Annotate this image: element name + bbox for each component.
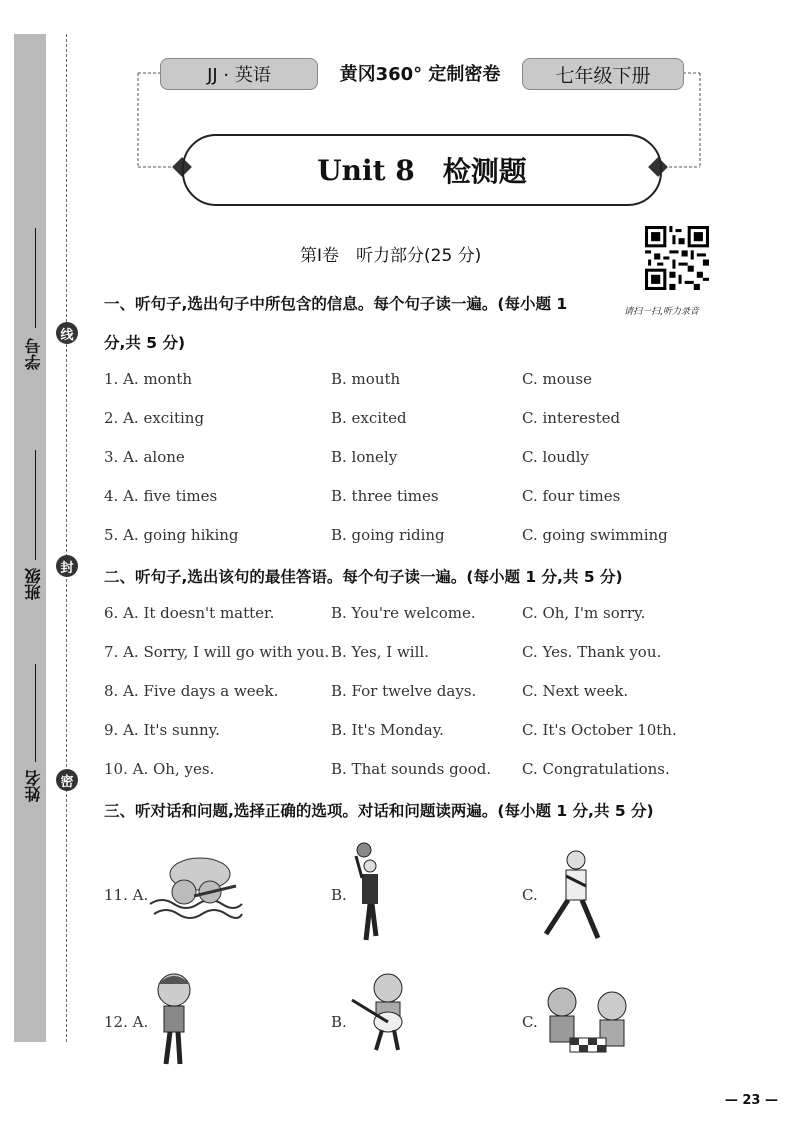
- option-c: C. Yes. Thank you.: [522, 643, 662, 661]
- option-b: B. three times: [331, 487, 439, 505]
- option-c: C.: [522, 886, 538, 904]
- option-c: C. loudly: [522, 448, 589, 466]
- seal-circle-seal: 封: [56, 555, 78, 577]
- option-a: 1. A. month: [104, 370, 193, 388]
- student-id-line: [35, 228, 36, 328]
- name-line: [35, 664, 36, 762]
- option-b: B.: [331, 1013, 347, 1031]
- option-a: 10. A. Oh, yes.: [104, 760, 215, 778]
- class-label: 班级: [24, 568, 43, 600]
- name-label: 姓名: [24, 770, 43, 802]
- seal-circle-line: 线: [56, 322, 78, 344]
- option-b: B. going riding: [331, 526, 445, 544]
- option-c: C. going swimming: [522, 526, 668, 544]
- section1-heading-cont: 分,共 5 分): [104, 334, 186, 352]
- qr-code-icon[interactable]: [645, 226, 709, 290]
- part-title: 第Ⅰ卷 听力部分(25 分): [300, 246, 482, 266]
- brand-label: 黄冈360° 定制密卷: [339, 64, 501, 85]
- option-c: C. four times: [522, 487, 621, 505]
- option-a: 8. A. Five days a week.: [104, 682, 279, 700]
- boy-guitar-icon: [348, 970, 414, 1052]
- section1-heading: 一、听句子,选出句子中所包含的信息。每个句子读一遍。(每小题 1: [104, 295, 568, 313]
- option-a: 4. A. five times: [104, 487, 218, 505]
- option-c: C. Congratulations.: [522, 760, 670, 778]
- option-b: B. That sounds good.: [331, 760, 492, 778]
- option-c: C. Oh, I'm sorry.: [522, 604, 646, 622]
- qr-caption: 请扫一扫,听力录音: [624, 307, 699, 317]
- option-c: C. It's October 10th.: [522, 721, 677, 739]
- page-number: — 23 —: [724, 1093, 778, 1108]
- option-c: C. interested: [522, 409, 621, 427]
- grade-pill: 七年级下册: [522, 58, 684, 90]
- section3-heading: 三、听对话和问题,选择正确的选项。对话和问题读两遍。(每小题 1 分,共 5 分): [104, 802, 654, 820]
- option-b: B. You're welcome.: [331, 604, 476, 622]
- option-b: B. excited: [331, 409, 407, 427]
- option-a: 12. A.: [104, 1013, 149, 1031]
- option-b: B. mouth: [331, 370, 401, 388]
- student-id-label: 学号: [24, 338, 43, 370]
- option-a: 7. A. Sorry, I will go with you.: [104, 643, 330, 661]
- option-a: 11. A.: [104, 886, 149, 904]
- option-a: 6. A. It doesn't matter.: [104, 604, 275, 622]
- option-b: B.: [331, 886, 347, 904]
- seal-circle-secret: 密: [56, 769, 78, 791]
- page-title: [182, 134, 662, 206]
- option-c: C.: [522, 1013, 538, 1031]
- option-c: C. mouse: [522, 370, 592, 388]
- option-b: B. It's Monday.: [331, 721, 444, 739]
- class-line: [35, 450, 36, 560]
- unit-label: Unit 8: [317, 153, 415, 187]
- basketball-player-icon: [350, 840, 390, 950]
- option-b: B. Yes, I will.: [331, 643, 429, 661]
- title-label: 检测题: [442, 155, 527, 188]
- option-c: C. Next week.: [522, 682, 629, 700]
- option-a: 9. A. It's sunny.: [104, 721, 220, 739]
- section2-heading: 二、听句子,选出该句的最佳答语。每个句子读一遍。(每小题 1 分,共 5 分): [104, 568, 623, 586]
- option-a: 3. A. alone: [104, 448, 185, 466]
- option-a: 5. A. going hiking: [104, 526, 239, 544]
- option-a: 2. A. exciting: [104, 409, 205, 427]
- option-b: B. For twelve days.: [331, 682, 477, 700]
- baseball-player-icon: [540, 846, 606, 946]
- boy-standing-icon: [150, 970, 198, 1070]
- subject-pill: JJ · 英语: [160, 58, 318, 90]
- swimming-picture-icon: [148, 852, 244, 932]
- kids-chess-icon: [540, 982, 636, 1062]
- option-b: B. lonely: [331, 448, 398, 466]
